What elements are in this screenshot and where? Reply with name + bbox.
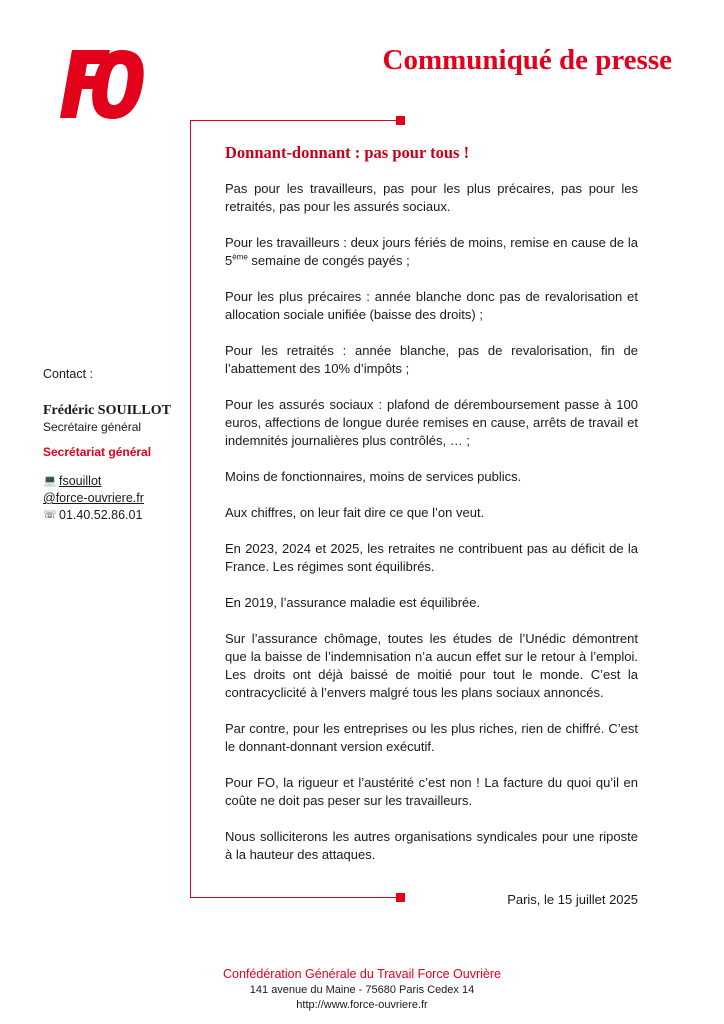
email-link-part1[interactable]: fsouillot — [59, 474, 102, 488]
paragraph-12: Pour FO, la rigueur et l’austérité c’est non ! La facture du quoi qu’il en coûte ne doit pas peser sur les travailleurs. — [225, 775, 638, 808]
frame-bottom-line — [190, 897, 400, 898]
article-heading: Donnant-donnant : pas pour tous ! — [225, 143, 470, 162]
footer — [0, 966, 724, 1013]
paragraph-11: Par contre, pour les entreprises ou les plus riches, rien de chiffré. C’est le donnant-donnant version exécutif. — [225, 721, 638, 754]
paragraph-10: Sur l’assurance chômage, toutes les études de l’Unédic démontrent que la baisse de l’indemnisation n’a aucun effet sur le retour à l’emploi. Les droits ont déjà baissé de moitié pour tout le monde. C’est la contracyclicité à l’envers malgré tous les plans sociaux annoncés. — [225, 631, 638, 700]
paragraph-1: Pas pour les travailleurs, pas pour les plus précaires, pas pour les retraités, pas pour les assurés sociaux. — [225, 181, 638, 214]
dateline: Paris, le 15 juillet 2025 — [507, 892, 638, 907]
contact-label: Contact : — [43, 367, 94, 381]
phone-number: 01.40.52.86.01 — [59, 508, 143, 522]
frame-top-square — [396, 116, 405, 125]
paragraph-2: Pour les travailleurs : deux jours fériés de moins, remise en cause de la 5ème semaine de congés payés ; — [225, 235, 638, 268]
footer-website[interactable]: http://www.force-ouvriere.fr — [296, 999, 428, 1011]
telephone-icon: ☏ — [43, 509, 57, 521]
contact-role: Secrétaire général — [43, 420, 142, 434]
paragraph-13: Nous solliciterons les autres organisations syndicales pour une riposte à la hauteur des attaques. — [225, 829, 638, 862]
phone-line — [43, 507, 183, 524]
paragraph-7: Aux chiffres, on leur fait dire ce que l’on veut. — [225, 505, 485, 520]
email-line[interactable] — [43, 473, 183, 490]
contact-department: Secrétariat général — [43, 445, 152, 459]
frame-top-line — [190, 120, 400, 121]
page-title: Communiqué de presse — [382, 44, 672, 76]
footer-organization: Confédération Générale du Travail Force Ouvrière — [223, 967, 501, 981]
paragraph-6: Moins de fonctionnaires, moins de services publics. — [225, 469, 522, 484]
paragraph-3: Pour les plus précaires : année blanche donc pas de revalorisation et allocation sociale unifiée (baisse des droits) ; — [225, 289, 638, 322]
paragraph-8: En 2023, 2024 et 2025, les retraites ne contribuent pas au déficit de la France. Les régimes sont équilibrés. — [225, 541, 638, 574]
paragraph-9: En 2019, l’assurance maladie est équilibrée. — [225, 595, 481, 610]
fo-logo — [58, 44, 148, 124]
paragraph-5: Pour les assurés sociaux : plafond de déremboursement passe à 100 euros, affections de longue durée remises en cause, arrêts de travail et indemnités journalières plus contrôlés, … ; — [225, 397, 638, 448]
laptop-icon: 💻 — [43, 475, 57, 487]
contact-sidebar — [43, 366, 183, 524]
contact-name: Frédéric SOUILLOT — [43, 403, 171, 418]
frame-vertical-line — [190, 120, 191, 898]
email-link-part2[interactable]: @force-ouvriere.fr — [43, 491, 144, 505]
article-body — [225, 144, 638, 882]
footer-address: 141 avenue du Maine - 75680 Paris Cedex 14 — [249, 984, 475, 996]
frame-bottom-square — [396, 893, 405, 902]
paragraph-4: Pour les retraités : année blanche, pas de revalorisation, fin de l’abattement des 10% d’impôts ; — [225, 343, 638, 376]
